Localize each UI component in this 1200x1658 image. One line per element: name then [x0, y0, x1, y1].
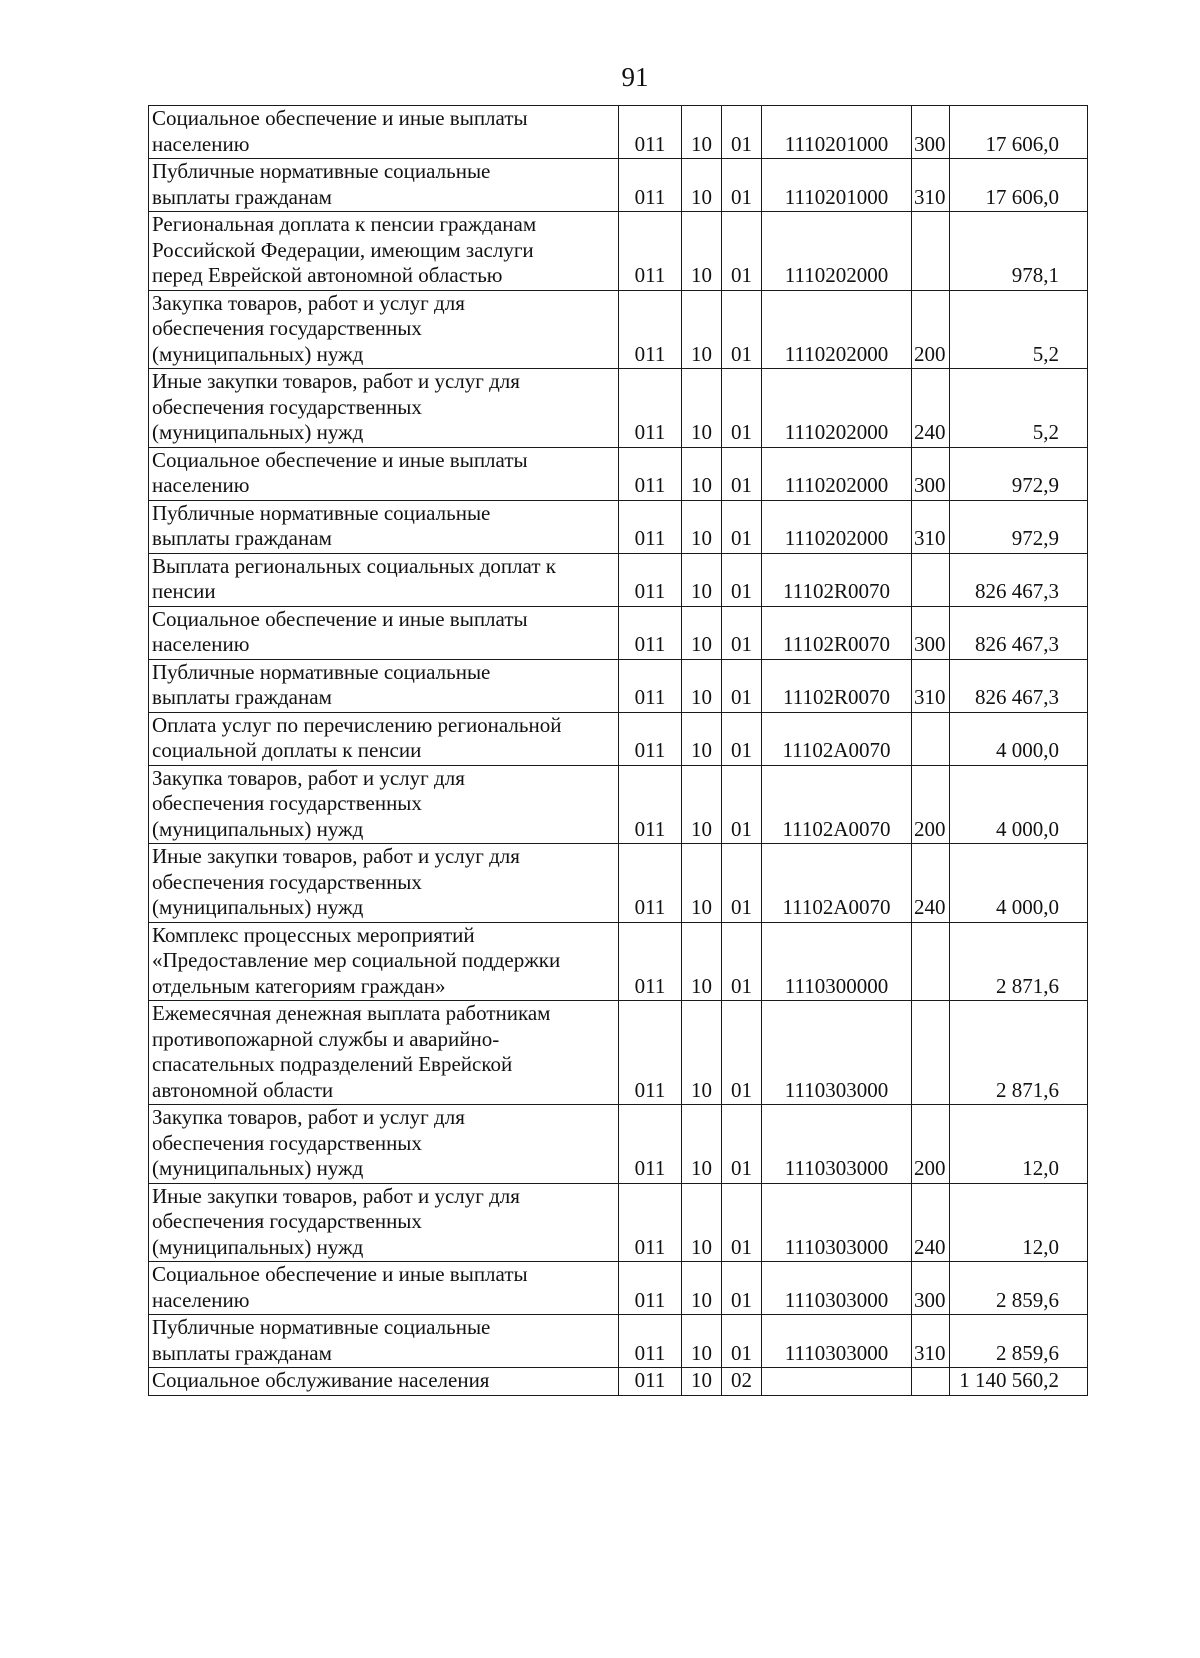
table-row [149, 844, 1088, 923]
table-row [149, 1368, 1088, 1396]
table-row [149, 659, 1088, 712]
row-target-article-code: 1110201000 [762, 159, 912, 212]
row-amount: 12,0 [950, 1183, 1088, 1262]
row-ministry-code: 011 [619, 106, 682, 159]
table-row [149, 290, 1088, 369]
row-expense-type-code: 300 [912, 606, 950, 659]
row-description: Закупка товаров, работ и услуг для обеспечения государственных (муниципальных) нужд [149, 1105, 619, 1184]
row-subsection-code: 02 [722, 1368, 762, 1396]
row-ministry-code: 011 [619, 500, 682, 553]
row-subsection-code: 01 [722, 1262, 762, 1315]
table-row [149, 212, 1088, 291]
row-section-code: 10 [682, 1315, 722, 1368]
budget-table [148, 105, 1088, 1396]
row-subsection-code: 01 [722, 606, 762, 659]
row-description: Иные закупки товаров, работ и услуг для обеспечения государственных (муниципальных) нужд [149, 369, 619, 448]
row-section-code: 10 [682, 447, 722, 500]
row-section-code: 10 [682, 712, 722, 765]
row-ministry-code: 011 [619, 1368, 682, 1396]
row-section-code: 10 [682, 1262, 722, 1315]
row-expense-type-code: 200 [912, 765, 950, 844]
table-row [149, 1001, 1088, 1105]
row-description: Публичные нормативные социальные выплаты гражданам [149, 159, 619, 212]
table-row [149, 606, 1088, 659]
row-expense-type-code: 310 [912, 1315, 950, 1368]
row-subsection-code: 01 [722, 922, 762, 1001]
row-amount: 826 467,3 [950, 606, 1088, 659]
row-target-article-code: 11102A0070 [762, 712, 912, 765]
row-amount: 826 467,3 [950, 659, 1088, 712]
row-description: Социальное обеспечение и иные выплаты населению [149, 447, 619, 500]
row-subsection-code: 01 [722, 369, 762, 448]
row-expense-type-code: 310 [912, 659, 950, 712]
row-expense-type-code [912, 922, 950, 1001]
row-section-code: 10 [682, 369, 722, 448]
row-expense-type-code: 300 [912, 1262, 950, 1315]
row-subsection-code: 01 [722, 1001, 762, 1105]
row-subsection-code: 01 [722, 1105, 762, 1184]
row-subsection-code: 01 [722, 447, 762, 500]
row-target-article-code: 1110201000 [762, 106, 912, 159]
row-section-code: 10 [682, 659, 722, 712]
row-expense-type-code: 300 [912, 106, 950, 159]
row-target-article-code: 11102R0070 [762, 553, 912, 606]
row-amount: 5,2 [950, 290, 1088, 369]
row-expense-type-code: 240 [912, 1183, 950, 1262]
row-ministry-code: 011 [619, 212, 682, 291]
row-ministry-code: 011 [619, 922, 682, 1001]
row-target-article-code: 1110202000 [762, 212, 912, 291]
row-description: Региональная доплата к пенсии гражданам Российской Федерации, имеющим заслуги перед Еврейской автономной областью [149, 212, 619, 291]
row-description: Социальное обеспечение и иные выплаты населению [149, 606, 619, 659]
row-target-article-code: 11102R0070 [762, 659, 912, 712]
row-target-article-code: 1110202000 [762, 369, 912, 448]
row-ministry-code: 011 [619, 1315, 682, 1368]
row-section-code: 10 [682, 922, 722, 1001]
row-description: Публичные нормативные социальные выплаты гражданам [149, 500, 619, 553]
row-subsection-code: 01 [722, 500, 762, 553]
row-ministry-code: 011 [619, 553, 682, 606]
table-row [149, 106, 1088, 159]
row-expense-type-code: 240 [912, 844, 950, 923]
row-section-code: 10 [682, 844, 722, 923]
row-description: Комплекс процессных мероприятий «Предоставление мер социальной поддержки отдельным категориям граждан» [149, 922, 619, 1001]
table-row [149, 159, 1088, 212]
row-section-code: 10 [682, 159, 722, 212]
row-target-article-code: 1110202000 [762, 500, 912, 553]
row-expense-type-code [912, 553, 950, 606]
row-expense-type-code: 240 [912, 369, 950, 448]
row-description: Публичные нормативные социальные выплаты гражданам [149, 659, 619, 712]
row-ministry-code: 011 [619, 765, 682, 844]
table-row [149, 447, 1088, 500]
row-section-code: 10 [682, 606, 722, 659]
row-description: Оплата услуг по перечислению региональной социальной доплаты к пенсии [149, 712, 619, 765]
row-section-code: 10 [682, 290, 722, 369]
row-target-article-code: 1110202000 [762, 290, 912, 369]
table-row [149, 500, 1088, 553]
row-amount: 826 467,3 [950, 553, 1088, 606]
row-target-article-code: 1110303000 [762, 1001, 912, 1105]
row-expense-type-code: 310 [912, 500, 950, 553]
row-amount: 17 606,0 [950, 159, 1088, 212]
row-target-article-code: 1110303000 [762, 1183, 912, 1262]
row-amount: 4 000,0 [950, 844, 1088, 923]
row-expense-type-code [912, 712, 950, 765]
row-subsection-code: 01 [722, 290, 762, 369]
row-amount: 4 000,0 [950, 712, 1088, 765]
row-description: Иные закупки товаров, работ и услуг для обеспечения государственных (муниципальных) нужд [149, 1183, 619, 1262]
row-section-code: 10 [682, 1001, 722, 1105]
row-ministry-code: 011 [619, 659, 682, 712]
row-target-article-code: 1110303000 [762, 1262, 912, 1315]
page-number: 91 [621, 62, 649, 92]
table-row [149, 1183, 1088, 1262]
row-expense-type-code: 200 [912, 1105, 950, 1184]
row-expense-type-code [912, 212, 950, 291]
row-subsection-code: 01 [722, 212, 762, 291]
table-row [149, 765, 1088, 844]
row-amount: 12,0 [950, 1105, 1088, 1184]
table-row [149, 712, 1088, 765]
row-section-code: 10 [682, 500, 722, 553]
row-amount: 1 140 560,2 [950, 1368, 1088, 1396]
row-subsection-code: 01 [722, 844, 762, 923]
row-ministry-code: 011 [619, 712, 682, 765]
row-expense-type-code: 300 [912, 447, 950, 500]
row-ministry-code: 011 [619, 844, 682, 923]
row-subsection-code: 01 [722, 106, 762, 159]
row-ministry-code: 011 [619, 447, 682, 500]
row-subsection-code: 01 [722, 1315, 762, 1368]
row-subsection-code: 01 [722, 659, 762, 712]
row-subsection-code: 01 [722, 765, 762, 844]
table-row [149, 1262, 1088, 1315]
row-amount: 17 606,0 [950, 106, 1088, 159]
row-amount: 972,9 [950, 447, 1088, 500]
row-section-code: 10 [682, 553, 722, 606]
row-section-code: 10 [682, 212, 722, 291]
row-section-code: 10 [682, 106, 722, 159]
row-ministry-code: 011 [619, 159, 682, 212]
table-row [149, 1105, 1088, 1184]
row-amount: 2 871,6 [950, 922, 1088, 1001]
table-row [149, 553, 1088, 606]
row-amount: 972,9 [950, 500, 1088, 553]
row-ministry-code: 011 [619, 606, 682, 659]
row-description: Социальное обеспечение и иные выплаты населению [149, 1262, 619, 1315]
row-target-article-code: 1110202000 [762, 447, 912, 500]
row-amount: 978,1 [950, 212, 1088, 291]
row-target-article-code: 1110300000 [762, 922, 912, 1001]
row-section-code: 10 [682, 765, 722, 844]
row-expense-type-code [912, 1001, 950, 1105]
row-ministry-code: 011 [619, 369, 682, 448]
row-section-code: 10 [682, 1183, 722, 1262]
row-expense-type-code: 310 [912, 159, 950, 212]
row-target-article-code: 11102A0070 [762, 765, 912, 844]
row-amount: 2 859,6 [950, 1262, 1088, 1315]
table-row [149, 922, 1088, 1001]
row-target-article-code: 11102R0070 [762, 606, 912, 659]
row-expense-type-code [912, 1368, 950, 1396]
row-amount: 2 859,6 [950, 1315, 1088, 1368]
row-ministry-code: 011 [619, 1183, 682, 1262]
row-description: Закупка товаров, работ и услуг для обеспечения государственных (муниципальных) нужд [149, 765, 619, 844]
row-amount: 5,2 [950, 369, 1088, 448]
row-description: Выплата региональных социальных доплат к пенсии [149, 553, 619, 606]
row-description: Ежемесячная денежная выплата работникам противопожарной службы и аварийно- спасательных подразделений Еврейской автономной области [149, 1001, 619, 1105]
row-ministry-code: 011 [619, 1262, 682, 1315]
row-subsection-code: 01 [722, 159, 762, 212]
row-target-article-code: 11102A0070 [762, 844, 912, 923]
row-ministry-code: 011 [619, 1001, 682, 1105]
table-row [149, 1315, 1088, 1368]
row-target-article-code: 1110303000 [762, 1105, 912, 1184]
row-subsection-code: 01 [722, 712, 762, 765]
row-subsection-code: 01 [722, 553, 762, 606]
row-description: Закупка товаров, работ и услуг для обеспечения государственных (муниципальных) нужд [149, 290, 619, 369]
row-section-code: 10 [682, 1368, 722, 1396]
table-row [149, 369, 1088, 448]
row-section-code: 10 [682, 1105, 722, 1184]
row-subsection-code: 01 [722, 1183, 762, 1262]
row-ministry-code: 011 [619, 1105, 682, 1184]
row-description: Социальное обслуживание населения [149, 1368, 619, 1396]
row-target-article-code: 1110303000 [762, 1315, 912, 1368]
row-description: Социальное обеспечение и иные выплаты населению [149, 106, 619, 159]
row-amount: 4 000,0 [950, 765, 1088, 844]
row-expense-type-code: 200 [912, 290, 950, 369]
row-target-article-code [762, 1368, 912, 1396]
budget-table-body [149, 106, 1088, 1396]
row-ministry-code: 011 [619, 290, 682, 369]
row-description: Иные закупки товаров, работ и услуг для обеспечения государственных (муниципальных) нужд [149, 844, 619, 923]
row-amount: 2 871,6 [950, 1001, 1088, 1105]
row-description: Публичные нормативные социальные выплаты гражданам [149, 1315, 619, 1368]
